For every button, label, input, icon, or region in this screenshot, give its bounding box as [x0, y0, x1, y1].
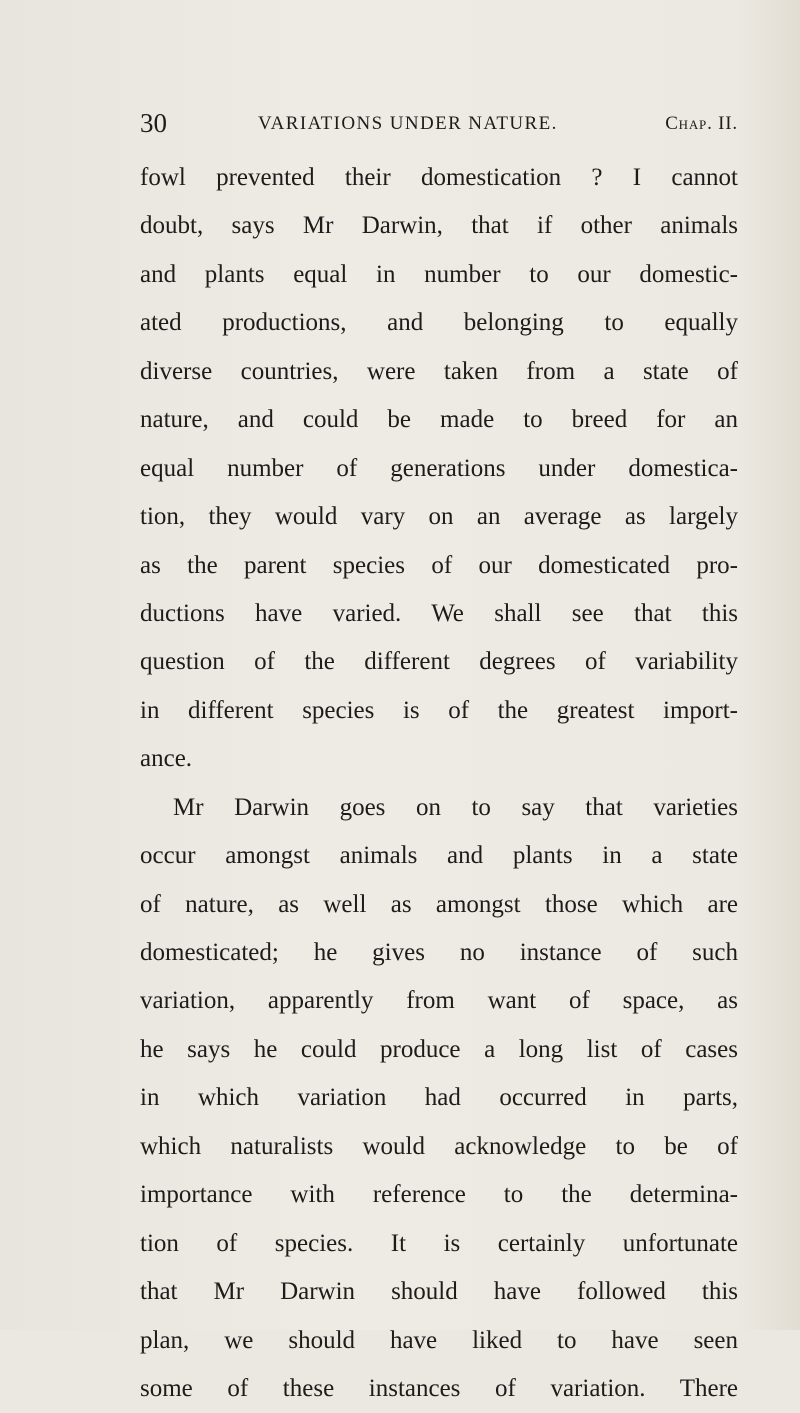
text-line: Mr Darwin goes on to say that varieties: [173, 793, 738, 821]
text-line: tion of species. It is certainly unfortunate: [140, 1229, 738, 1257]
text-line: question of the different degrees of variability: [140, 648, 738, 676]
text-line: he says he could produce a long list of cases: [140, 1035, 738, 1063]
text-line: some of these instances of variation. There: [140, 1374, 738, 1402]
text-line: nature, and could be made to breed for an: [140, 406, 738, 434]
text-line: variation, apparently from want of space, as: [140, 987, 738, 1015]
chapter-label: Chap. II.: [665, 113, 738, 134]
running-head: [140, 106, 738, 140]
text-line: which naturalists would acknowledge to be of: [140, 1132, 738, 1160]
text-line: doubt, says Mr Darwin, that if other animals: [140, 212, 738, 240]
text-line: domesticated; he gives no instance of such: [140, 939, 738, 966]
text-line: plan, we should have liked to have seen: [140, 1326, 738, 1354]
text-line: occur amongst animals and plants in a state: [140, 842, 738, 870]
text-line: in which variation had occurred in parts,: [140, 1084, 738, 1112]
text-line: fowl prevented their domestication ? I cannot: [140, 164, 738, 191]
text-line: diverse countries, were taken from a state of: [140, 357, 738, 385]
running-title: VARIATIONS UNDER NATURE.: [258, 113, 558, 134]
text-line: in different species is of the greatest import-: [140, 696, 738, 724]
text-line: equal number of generations under domestica-: [140, 454, 738, 482]
text-line: that Mr Darwin should have followed this: [140, 1278, 738, 1306]
page-number: 30: [140, 108, 167, 138]
body-text: [140, 154, 738, 1413]
text-line: of nature, as well as amongst those which are: [140, 890, 738, 918]
text-line: ductions have varied. We shall see that this: [140, 599, 738, 627]
text-line: ance.: [140, 745, 193, 773]
text-line: as the parent species of our domesticated pro-: [140, 551, 738, 579]
text-line: and plants equal in number to our domestic-: [140, 260, 738, 288]
text-line: ated productions, and belonging to equally: [140, 309, 738, 337]
text-line: tion, they would vary on an average as largely: [140, 503, 738, 531]
text-line: importance with reference to the determina-: [140, 1181, 738, 1209]
